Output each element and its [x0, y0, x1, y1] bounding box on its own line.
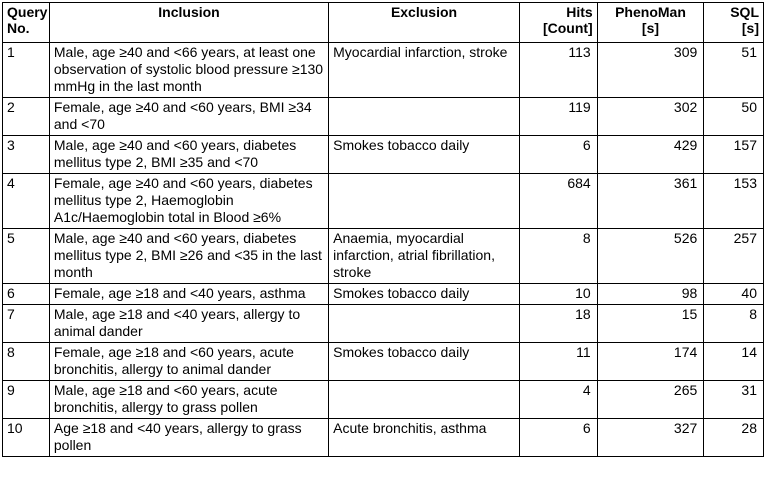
- header-phenoman-line1: PhenoMan: [615, 4, 686, 20]
- cell-hits: 8: [519, 229, 597, 284]
- cell-phenoman: 429: [597, 136, 704, 174]
- cell-inclusion: Male, age ≥40 and <60 years, diabetes mellitus type 2, BMI ≥26 and <35 in the last month: [49, 229, 328, 284]
- cell-hits: 11: [519, 343, 597, 381]
- cell-phenoman: 265: [597, 381, 704, 419]
- cell-query-no: 2: [3, 98, 50, 136]
- table-row: [3, 174, 764, 229]
- cell-sql: 257: [704, 229, 764, 284]
- header-hits: [519, 3, 597, 43]
- cell-hits: 6: [519, 419, 597, 457]
- cell-inclusion: Age ≥18 and <40 years, allergy to grass pollen: [49, 419, 328, 457]
- cell-phenoman: 174: [597, 343, 704, 381]
- cell-inclusion: Male, age ≥40 and <60 years, diabetes mellitus type 2, BMI ≥35 and <70: [49, 136, 328, 174]
- cell-query-no: 7: [3, 305, 50, 343]
- cell-exclusion: Acute bronchitis, asthma: [329, 419, 520, 457]
- cell-phenoman: 526: [597, 229, 704, 284]
- cell-phenoman: 15: [597, 305, 704, 343]
- query-results-table: [2, 2, 764, 457]
- cell-sql: 14: [704, 343, 764, 381]
- cell-phenoman: 327: [597, 419, 704, 457]
- cell-exclusion: [329, 98, 520, 136]
- table-row: [3, 284, 764, 305]
- cell-phenoman: 302: [597, 98, 704, 136]
- cell-query-no: 9: [3, 381, 50, 419]
- cell-inclusion: Female, age ≥18 and <40 years, asthma: [49, 284, 328, 305]
- cell-phenoman: 361: [597, 174, 704, 229]
- header-sql: [704, 3, 764, 43]
- cell-inclusion: Female, age ≥40 and <60 years, BMI ≥34 and <70: [49, 98, 328, 136]
- header-phenoman-line2: [s]: [641, 20, 660, 36]
- cell-query-no: 6: [3, 284, 50, 305]
- cell-phenoman: 309: [597, 43, 704, 98]
- cell-sql: 40: [704, 284, 764, 305]
- cell-query-no: 10: [3, 419, 50, 457]
- cell-hits: 4: [519, 381, 597, 419]
- cell-exclusion: Myocardial infarction, stroke: [329, 43, 520, 98]
- cell-query-no: 1: [3, 43, 50, 98]
- cell-query-no: 5: [3, 229, 50, 284]
- header-query-no-line1: Query: [7, 4, 48, 20]
- cell-hits: 10: [519, 284, 597, 305]
- cell-hits: 119: [519, 98, 597, 136]
- header-sql-line1: SQL: [730, 4, 759, 20]
- cell-exclusion: Smokes tobacco daily: [329, 136, 520, 174]
- cell-query-no: 8: [3, 343, 50, 381]
- header-sql-line2: [s]: [741, 20, 759, 36]
- table-row: [3, 305, 764, 343]
- table-row: [3, 343, 764, 381]
- header-phenoman: [597, 3, 704, 43]
- cell-exclusion: [329, 305, 520, 343]
- header-query-no: [3, 3, 50, 43]
- table-row: [3, 229, 764, 284]
- cell-inclusion: Male, age ≥40 and <66 years, at least one observation of systolic blood pressure ≥130 mmHg in the last month: [49, 43, 328, 98]
- header-exclusion: Exclusion: [329, 3, 520, 43]
- cell-hits: 18: [519, 305, 597, 343]
- table-row: [3, 136, 764, 174]
- cell-exclusion: Anaemia, myocardial infarction, atrial fibrillation, stroke: [329, 229, 520, 284]
- cell-inclusion: Male, age ≥18 and <40 years, allergy to animal dander: [49, 305, 328, 343]
- cell-exclusion: Smokes tobacco daily: [329, 284, 520, 305]
- cell-sql: 50: [704, 98, 764, 136]
- header-row: [3, 3, 764, 43]
- cell-hits: 6: [519, 136, 597, 174]
- cell-sql: 28: [704, 419, 764, 457]
- header-hits-line2: [Count]: [542, 20, 593, 36]
- cell-exclusion: Smokes tobacco daily: [329, 343, 520, 381]
- table-row: [3, 419, 764, 457]
- cell-sql: 157: [704, 136, 764, 174]
- table-row: [3, 381, 764, 419]
- cell-phenoman: 98: [597, 284, 704, 305]
- cell-query-no: 3: [3, 136, 50, 174]
- header-inclusion: Inclusion: [49, 3, 328, 43]
- cell-sql: 153: [704, 174, 764, 229]
- table-row: [3, 98, 764, 136]
- cell-hits: 113: [519, 43, 597, 98]
- cell-query-no: 4: [3, 174, 50, 229]
- cell-hits: 684: [519, 174, 597, 229]
- cell-sql: 8: [704, 305, 764, 343]
- cell-inclusion: Female, age ≥18 and <60 years, acute bronchitis, allergy to animal dander: [49, 343, 328, 381]
- header-query-no-line2: No.: [7, 20, 30, 36]
- cell-inclusion: Female, age ≥40 and <60 years, diabetes mellitus type 2, Haemoglobin A1c/Haemoglobin total in Blood ≥6%: [49, 174, 328, 229]
- cell-exclusion: [329, 174, 520, 229]
- cell-exclusion: [329, 381, 520, 419]
- cell-sql: 31: [704, 381, 764, 419]
- table-row: [3, 43, 764, 98]
- cell-inclusion: Male, age ≥18 and <60 years, acute bronchitis, allergy to grass pollen: [49, 381, 328, 419]
- cell-sql: 51: [704, 43, 764, 98]
- header-hits-line1: Hits: [566, 4, 593, 20]
